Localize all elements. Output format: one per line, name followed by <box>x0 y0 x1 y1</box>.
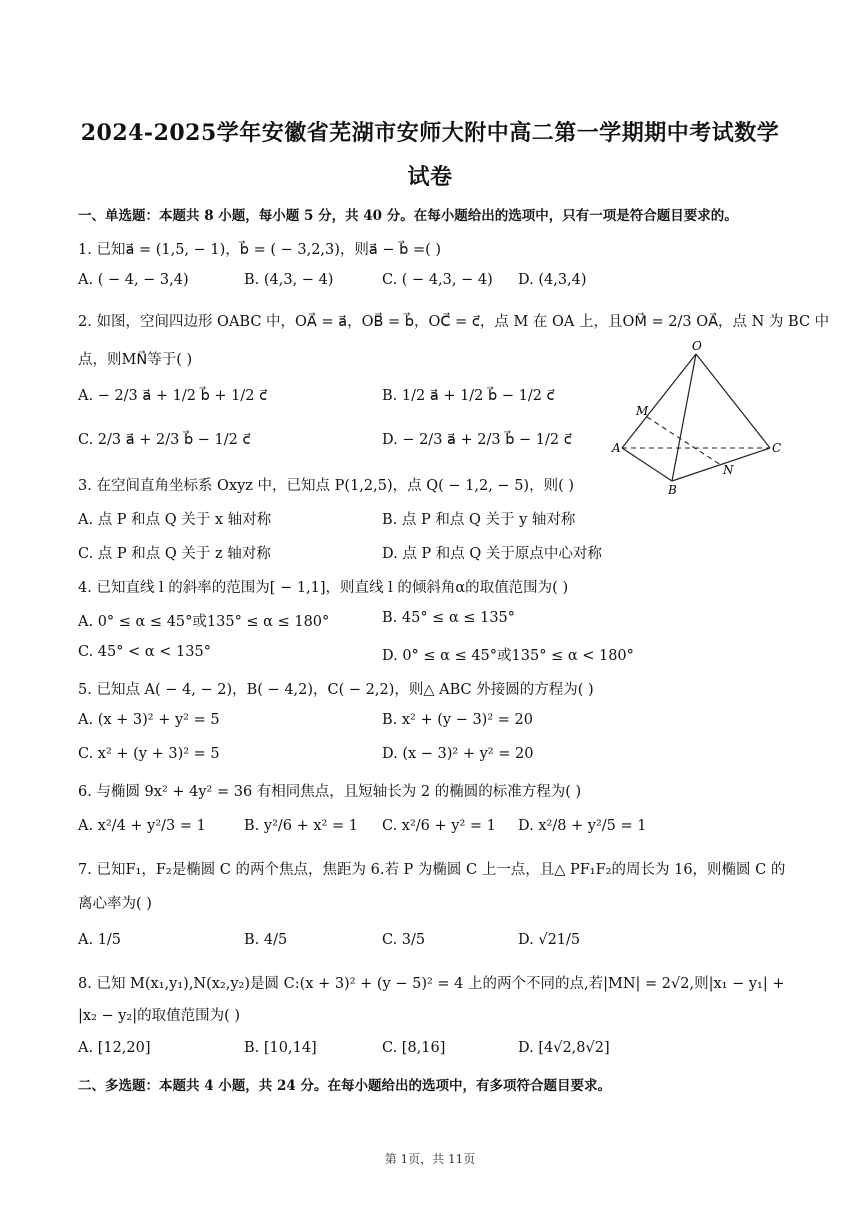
exam-title-line1: 2024-2025学年安徽省芜湖市安师大附中高二第一学期期中考试数学 <box>80 120 780 146</box>
exam-title-line2: 试卷 <box>407 164 453 190</box>
label-n: N <box>723 463 734 477</box>
q2-option-a: A. − 2/3 a⃗ + 1/2 b⃗ + 1/2 c⃗ <box>78 388 268 404</box>
edge-oc <box>696 354 770 448</box>
q1-option-c: C. ( − 4,3, − 4) <box>382 272 493 288</box>
edge-ob <box>672 354 696 481</box>
q2-option-c: C. 2/3 a⃗ + 2/3 b⃗ − 1/2 c⃗ <box>78 432 251 448</box>
q2-option-b: B. 1/2 a⃗ + 1/2 b⃗ − 1/2 c⃗ <box>382 388 555 404</box>
q6-option-d: D. x²/8 + y²/5 = 1 <box>518 818 647 834</box>
q8-option-d: D. [4√2,8√2] <box>518 1040 610 1056</box>
q3-option-d: D. 点 P 和点 Q 关于原点中心对称 <box>382 546 602 562</box>
q8-option-b: B. [10,14] <box>244 1040 317 1056</box>
edge-oa <box>622 354 696 448</box>
q6-option-b: B. y²/6 + x² = 1 <box>244 818 358 834</box>
q5-option-b: B. x² + (y − 3)² = 20 <box>382 712 533 728</box>
q3-option-c: C. 点 P 和点 Q 关于 z 轴对称 <box>78 546 271 562</box>
section-1-heading: 一、单选题：本题共 8 小题，每小题 5 分，共 40 分。在每小题给出的选项中，只有一项是符合题目要求的。 <box>78 208 738 224</box>
q6-option-c: C. x²/6 + y² = 1 <box>382 818 496 834</box>
q5-option-d: D. (x − 3)² + y² = 20 <box>382 746 534 762</box>
q7-option-a: A. 1/5 <box>78 932 122 948</box>
q3-option-b: B. 点 P 和点 Q 关于 y 轴对称 <box>382 512 576 528</box>
edge-ab <box>622 448 672 481</box>
q7-stem-line2: 离心率为( ) <box>78 896 152 912</box>
q1-stem: 1. 已知a⃗ = (1,5, − 1)，b⃗ = ( − 3,2,3)，则a⃗ − b⃗ =( ) <box>78 242 442 258</box>
q2-stem-line1: 2. 如图，空间四边形 OABC 中，OA⃗ = a⃗，OB⃗ = b⃗，OC⃗ = c⃗，点 M 在 OA 上，且OM⃗ = 2/3 OA⃗，点 N 为 BC 中 <box>78 314 830 330</box>
q1-option-b: B. (4,3, − 4) <box>244 272 334 288</box>
q8-option-c: C. [8,16] <box>382 1040 446 1056</box>
page-footer: 第 1页，共 11页 <box>384 1152 476 1166</box>
label-o: O <box>692 339 702 353</box>
q8-stem-line1: 8. 已知 M(x₁,y₁),N(x₂,y₂)是圆 C:(x + 3)² + (y − 5)² = 4 上的两个不同的点,若|MN| = 2√2,则|x₁ − y₁| + <box>78 976 785 992</box>
segment-mn-dashed <box>647 417 721 465</box>
q6-stem: 6. 与椭圆 9x² + 4y² = 36 有相同焦点，且短轴长为 2 的椭圆的标准方程为( ) <box>78 784 582 800</box>
q1-option-a: A. ( − 4, − 3,4) <box>78 272 189 288</box>
q5-option-c: C. x² + (y + 3)² = 5 <box>78 746 220 762</box>
q8-stem-line2: |x₂ − y₂|的取值范围为( ) <box>78 1008 241 1024</box>
q3-option-a: A. 点 P 和点 Q 关于 x 轴对称 <box>78 512 272 528</box>
label-m: M <box>636 404 649 418</box>
q7-stem-line1: 7. 已知F₁，F₂是椭圆 C 的两个焦点，焦距为 6.若 P 为椭圆 C 上一点，且△ PF₁F₂的周长为 16，则椭圆 C 的 <box>78 862 786 878</box>
tetrahedron-figure <box>610 338 790 496</box>
q3-stem: 3. 在空间直角坐标系 Oxyz 中，已知点 P(1,2,5)，点 Q( − 1,2, − 5)，则( ) <box>78 478 574 494</box>
q5-option-a: A. (x + 3)² + y² = 5 <box>78 712 220 728</box>
q4-option-a: A. 0° ≤ α ≤ 45°或135° ≤ α ≤ 180° <box>78 614 330 630</box>
q4-option-b: B. 45° ≤ α ≤ 135° <box>382 610 516 626</box>
label-b: B <box>668 483 677 496</box>
edge-bc <box>672 448 770 481</box>
q4-stem: 4. 已知直线 l 的斜率的范围为[ − 1,1]，则直线 l 的倾斜角α的取值范围为( ) <box>78 580 569 596</box>
q7-option-d: D. √21/5 <box>518 932 581 948</box>
q4-option-c: C. 45° < α < 135° <box>78 644 211 660</box>
q5-stem: 5. 已知点 A( − 4, − 2)，B( − 4,2)，C( − 2,2)，则△ ABC 外接圆的方程为( ) <box>78 682 594 698</box>
q7-option-c: C. 3/5 <box>382 932 426 948</box>
section-2-heading: 二、多选题：本题共 4 小题，共 24 分。在每小题给出的选项中，有多项符合题目要求。 <box>78 1078 611 1094</box>
q2-stem-line2: 点，则MN⃗等于( ) <box>78 352 193 368</box>
q1-option-d: D. (4,3,4) <box>518 272 587 288</box>
label-a: A <box>612 441 621 455</box>
q8-option-a: A. [12,20] <box>78 1040 151 1056</box>
q7-option-b: B. 4/5 <box>244 932 288 948</box>
q6-option-a: A. x²/4 + y²/3 = 1 <box>78 818 206 834</box>
q2-option-d: D. − 2/3 a⃗ + 2/3 b⃗ − 1/2 c⃗ <box>382 432 572 448</box>
q4-option-d: D. 0° ≤ α ≤ 45°或135° ≤ α < 180° <box>382 648 634 664</box>
label-c: C <box>772 441 782 455</box>
